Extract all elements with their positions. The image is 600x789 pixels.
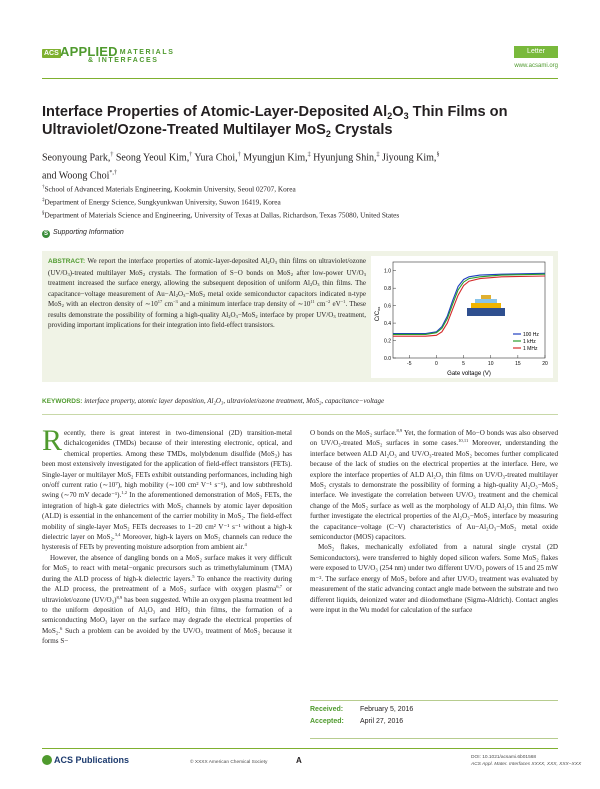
y-tick-label: 0.2 — [384, 338, 391, 345]
x-tick-label: -5 — [407, 361, 412, 367]
dates-divider-bottom — [310, 738, 558, 739]
header-divider — [42, 78, 558, 79]
acs-mark: ACS — [44, 50, 59, 57]
body-right-column: O bonds on the MoS₂ surface.$^{8,9}$ Yet, the formation of Mo−O bonds was also observed on UV/O₃-treated MoS₂ surfaces in some cases.$^{10,11}$ Moreover, understanding the interface between ALD Al₂O₃ and UV/O₃-treated MoS₂ becomes further complicated because of the lack of studies on the electrical properties at the interface. Here, we explore the interface properties of ALD Al₂O₃ thin films on UV/O₃-treated multilayer MoS₂ crystals to demonstrate the possibility of forming a high-quality Al₂O₃−MoS₂ interface. We investigate the correlation between UV/O₃ treatment and the chemical change of the MoS₂ surface as well as the morphology of ALD Al₂O₃ thin films. We further investigate the electrical properties of the Al₂O₃−MoS₂ interface by measuring the capacitance−voltage (C−V) characteristics of Au−Al₂O₃−MoS₂ metal oxide semiconductor (MOS) capacitors. MoS₂ flakes, mechanically exfoliated from a natural single crystal (2D Semiconductors), were transferred to highly doped silicon wafers. Some MoS₂ flakes were exposed to UV/O₃ (254 nm) under two different UV/O₃ powers of 15 and 25 mW m⁻². The surface energy of MoS₂ before and after UV/O₃ treatment was evaluated by measurement of the static advancing contact angle made between the substrate and two different liquids, deionized water and diiodomethane (Sigma-Aldrich). Contact angles were input in the Wu model for calculation of the surface — [310, 428, 558, 614]
oxide-layer — [475, 299, 497, 303]
gold-electrode — [481, 295, 491, 299]
supporting-information-link[interactable]: S Supporting Information — [43, 229, 124, 237]
citation-link[interactable]: 8,9 — [396, 428, 403, 433]
x-tick-label: 20 — [542, 361, 548, 367]
keywords-divider — [42, 414, 558, 415]
acs-publications-icon — [42, 755, 52, 765]
author-link[interactable]: Yura Choi, — [194, 152, 238, 164]
citation-link[interactable]: 10,11 — [458, 438, 469, 444]
citation-link[interactable]: 5 — [192, 573, 195, 579]
received-date: Received: February 5, 2016 — [310, 706, 414, 713]
toc-graphic — [371, 256, 553, 378]
article-title: Interface Properties of Atomic-Layer-Deposited $Al_2O_3$ Thin Films on Ultraviolet/Ozone-Treated Multilayer MoS$_2$ Crystals — [42, 104, 508, 139]
keywords: KEYWORDS: interface property, atomic layer deposition, Al₂O₃, ultraviolet/ozone treatment, MoS₂, capacitance−voltage — [42, 397, 385, 405]
citation-link[interactable]: 8,9 — [116, 594, 123, 600]
drop-cap: R — [42, 424, 63, 457]
doi-info — [471, 754, 581, 768]
author-link[interactable]: Seonyoung Park, — [42, 152, 111, 164]
journal-logo[interactable] — [42, 46, 192, 70]
body-left-column: Recently, there is great interest in two-dimensional (2D) transition-metal dichalcogenides (TMDs) because of their interesting electronic, optical, and chemical properties. Among these TMDs, molybdenum disulfide (MoS₂) has been most extensively investigated for the application of field-effect transistors (FETs). Single-layer or multilayer MoS₂ FETs exhibit outstanding performances, including high on/off current ratio (∼10⁷), high mobility (∼100 cm² V⁻¹ s⁻¹), and low subthreshold swing (∼70 mV decade⁻¹).$^{1,2}$ In the aforementioned demonstration of MoS₂ FETs, the integration of high-k gate dielectrics with MoS₂ channels by atomic layer deposition (ALD) is essential in the enhancement of the carrier mobility in MoS₂. The field-effect mobility of single-layer MoS₂ FETs decreases to 1−20 cm² V⁻¹ s⁻¹ without a high-k dielectric layer on MoS₂.$^{3,4}$ Moreover, high-k layers on MoS₂ channels can reduce the hysteresis of FETs by preventing moisture adsorption from ambient air.$^4$ However, the absence of dangling bonds on a MoS₂ surface makes it very difficult for MoS₂ to react with metal−organic precursors such as trimethylaluminum (TMA) during the ALD process of high-k dielectric layers.$^5$ To enhance the reactivity during the ALD process, the pretreatment of a MoS₂ surface with oxygen plasma$^{6,7}$ or ultraviolet/ozone $(UV/O_3)^{8,9}$ has been suggested. While an oxygen plasma treatment led to the uniform deposition of Al₂O₃ and HfO₂ thin films, the formation of a semiconducting MoO₃ layer on the surface may degrade the electrical properties of MoS₂.$^6$ Such a problem can be avoided by the UV/O₃ treatment of MoS₂ because it forms S− — [42, 424, 293, 646]
x-tick-label: 15 — [515, 361, 521, 367]
author-link[interactable]: Hyunjung Shin, — [313, 152, 377, 164]
citation-link[interactable]: 6 — [60, 625, 63, 631]
substrate-layer — [467, 308, 505, 316]
author-link[interactable]: Seong Yeoul Kim, — [115, 152, 190, 164]
affiliation: ‡Department of Energy Science, Sungkyunkwan University, Suwon 16419, Korea — [42, 197, 281, 207]
y-tick-label: 0.6 — [384, 303, 391, 310]
x-tick-label: 10 — [487, 361, 494, 367]
affiliation: §Department of Materials Science and Engineering, University of Texas at Dallas, Richardson, Texas 75080, United States — [42, 210, 400, 220]
x-axis-label: Gate voltage (V) — [447, 371, 491, 377]
author-list: Seonyoung Park,† Seong Yeoul Kim,† Yura Choi,† Myungjun Kim,‡ Hyunjung Shin,‡ Jiyoung Kim,§ and Woong Choi*,† — [42, 152, 440, 182]
journal-url-link[interactable]: www.acsami.org — [514, 63, 558, 69]
legend-label: 1 kHz — [523, 339, 536, 345]
supporting-info-icon: S — [43, 231, 48, 237]
citation-link[interactable]: 1,2 — [121, 490, 127, 496]
abstract-text: ABSTRACT: We report the interface properties of atomic-layer-deposited $Al_2O_3$ thin films on ultraviolet/ozone $(UV/O_3)$-treated multilayer MoS$_2$ crystals. The formation of S−O bonds on MoS$_2$ after low-power $UV/O_3$ treatment increased the surface energy, allowing the subsequent deposition of uniform $Al_2O_3$ thin films. The capacitance−voltage measurement of $Au-Al_2O_3-MoS_2$ metal oxide semiconductor capacitors indicated n-type MoS$_2$ with an electron density of $\sim 10^{17}$ $cm^{-3}$ and a minimum interface trap density of $\sim 10^{11}$ $cm^{-2}$ $eV^{-1}$. These results demonstrate the possibility of forming a high-quality $Al_2O_3-MoS_2$ interface by proper $UV/O_3$ treatment, providing important implications for their integration into field-effect transistors. — [48, 257, 367, 329]
legend-label: 100 Hz — [523, 332, 539, 338]
logo-interfaces: & INTERFACES — [88, 57, 159, 64]
citation-link[interactable]: 4 — [244, 542, 247, 548]
legend-label: 1 MHz — [523, 346, 538, 352]
copyright: © XXXX American Chemical Society — [190, 760, 268, 765]
dates-divider-top — [310, 700, 558, 701]
logo-applied: APPLIED MATERIALS — [60, 44, 175, 59]
footer-divider — [42, 748, 558, 749]
y-tick-label: 0.4 — [384, 321, 391, 328]
x-tick-label: 0 — [435, 361, 438, 367]
acs-publications-logo[interactable]: ACS Publications — [42, 755, 129, 765]
citation-link[interactable]: 6,7 — [276, 584, 283, 590]
x-tick-label: 5 — [462, 361, 465, 367]
citation-link[interactable]: 3,4 — [114, 532, 121, 538]
page-number: A — [296, 756, 302, 765]
mos2-layer — [471, 303, 501, 308]
y-axis-label: C/Cox — [375, 306, 381, 322]
author-link[interactable]: Myungjun Kim, — [243, 152, 308, 164]
author-link[interactable]: Jiyoung Kim, — [381, 152, 437, 164]
y-tick-label: 0.0 — [384, 356, 391, 362]
affiliation: †School of Advanced Materials Engineering, Kookmin University, Seoul 02707, Korea — [42, 184, 296, 194]
y-tick-label: 0.8 — [384, 286, 391, 293]
journal-citation: ACS Appl. Mater. Interfaces XXXX, XXX, XXX−XXX — [471, 762, 582, 767]
accepted-date: Accepted: April 27, 2016 — [310, 718, 404, 725]
article-type-badge: Letter — [514, 46, 558, 58]
y-tick-label: 1.0 — [384, 268, 391, 275]
author-link[interactable]: and Woong Choi — [42, 170, 110, 182]
doi-link[interactable]: DOI: 10.1021/acsami.6b01568 — [471, 755, 537, 760]
